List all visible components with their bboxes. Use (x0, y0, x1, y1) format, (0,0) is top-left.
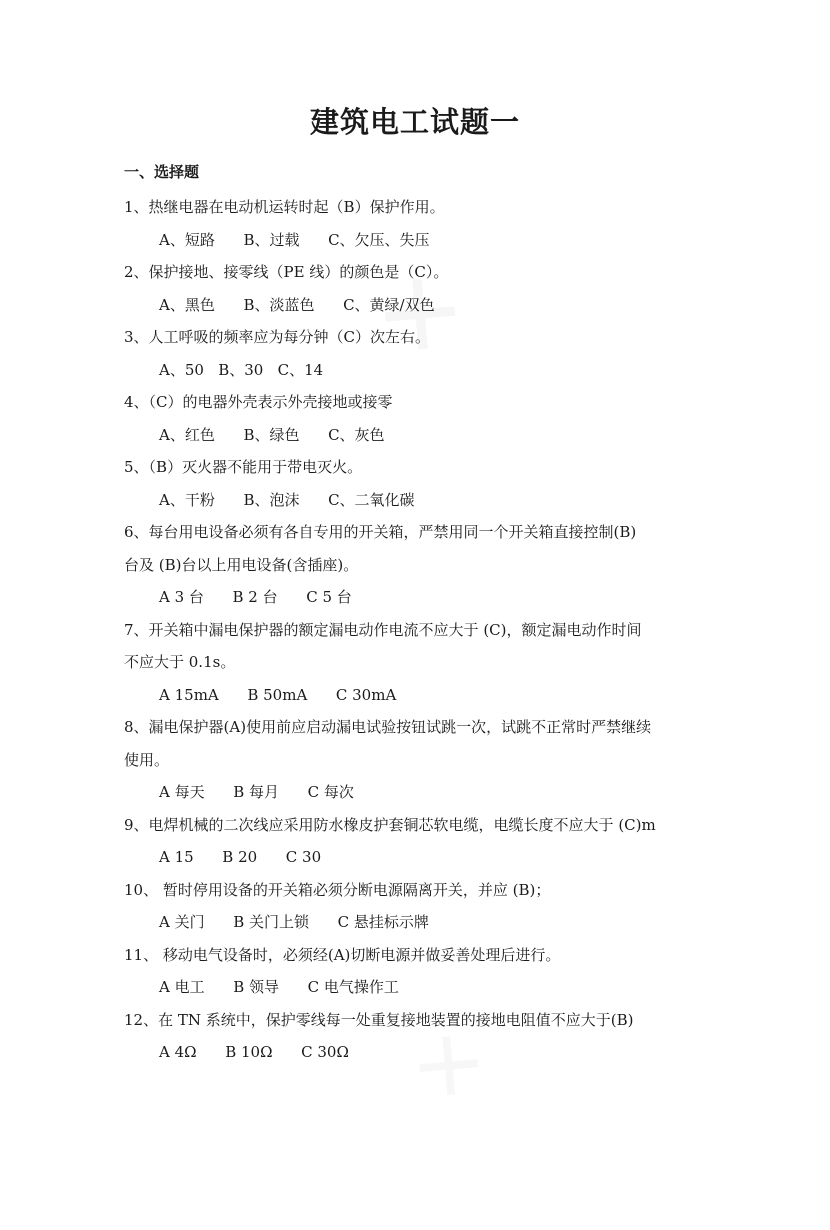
question-text: 7、开关箱中漏电保护器的额定漏电动作电流不应大于 (C)，额定漏电动作时间 (124, 620, 642, 639)
question-options: A 4Ω B 10Ω C 30Ω (159, 1043, 349, 1061)
question-text-continued: 使用。 (124, 750, 170, 769)
question-item (124, 939, 714, 1004)
question-options: A 电工 B 领导 C 电气操作工 (159, 978, 399, 996)
question-text: 10、 暂时停用设备的开关箱必须分断电源隔离开关，并应 (B)； (124, 880, 551, 899)
question-text: 2、保护接地、接零线（PE 线）的颜色是（C）。 (124, 263, 449, 281)
question-item (124, 711, 714, 809)
question-options: A 每天 B 每月 C 每次 (159, 783, 354, 801)
question-options: A 15mA B 50mA C 30mA (159, 685, 397, 704)
question-text: 3、人工呼吸的频率应为每分钟（C）次左右。 (124, 328, 431, 346)
question-item (124, 386, 714, 451)
question-text: 6、每台用电设备必须有各自专用的开关箱，严禁用同一个开关箱直接控制(B) (124, 523, 637, 541)
question-text: 8、漏电保护器(A)使用前应启动漏电试验按钮试跳一次，试跳不正常时严禁继续 (124, 718, 652, 736)
question-options: A、50 B、30 C、14 (159, 360, 324, 379)
question-options: A、红色 B、绿色 C、灰色 (159, 425, 385, 444)
question-options: A、干粉 B、泡沫 C、二氧化碳 (159, 490, 415, 509)
question-options: A 15 B 20 C 30 (159, 848, 322, 866)
question-options: A、短路 B、过载 C、欠压、失压 (159, 230, 430, 249)
question-text-continued: 不应大于 0.1s。 (124, 653, 236, 671)
question-item (124, 191, 714, 256)
question-item (124, 516, 714, 614)
section-heading: 一、选择题 (124, 163, 200, 181)
question-item (124, 874, 714, 939)
question-item (124, 1004, 714, 1069)
question-text: 5、（B）灭火器不能用于带电灭火。 (124, 458, 363, 476)
page-title: 建筑电工试题一 (309, 105, 520, 139)
question-text: 9、电焊机械的二次线应采用防水橡皮护套铜芯软电缆，电缆长度不应大于 (C)m (124, 815, 656, 834)
question-item (124, 256, 714, 321)
question-item (124, 809, 714, 874)
question-item (124, 614, 714, 712)
question-text-continued: 台及 (B)台以上用电设备(含插座)。 (124, 555, 359, 574)
question-text: 11、 移动电气设备时，必须经(A)切断电源并做妥善处理后进行。 (124, 945, 561, 964)
question-item (124, 451, 714, 516)
question-options: A 关门 B 关门上锁 C 悬挂标示牌 (159, 913, 429, 931)
question-text: 1、热继电器在电动机运转时起（B）保护作用。 (124, 198, 445, 216)
question-options: A 3 台 B 2 台 C 5 台 (159, 588, 352, 606)
question-options: A、黑色 B、淡蓝色 C、黄绿/双色 (159, 295, 435, 314)
question-text: 4、（C）的电器外壳表示外壳接地或接零 (124, 393, 393, 411)
question-list (124, 191, 714, 1069)
question-item (124, 321, 714, 386)
question-text: 12、在 TN 系统中，保护零线每一处重复接地装置的接地电阻值不应大于(B) (124, 1010, 634, 1029)
